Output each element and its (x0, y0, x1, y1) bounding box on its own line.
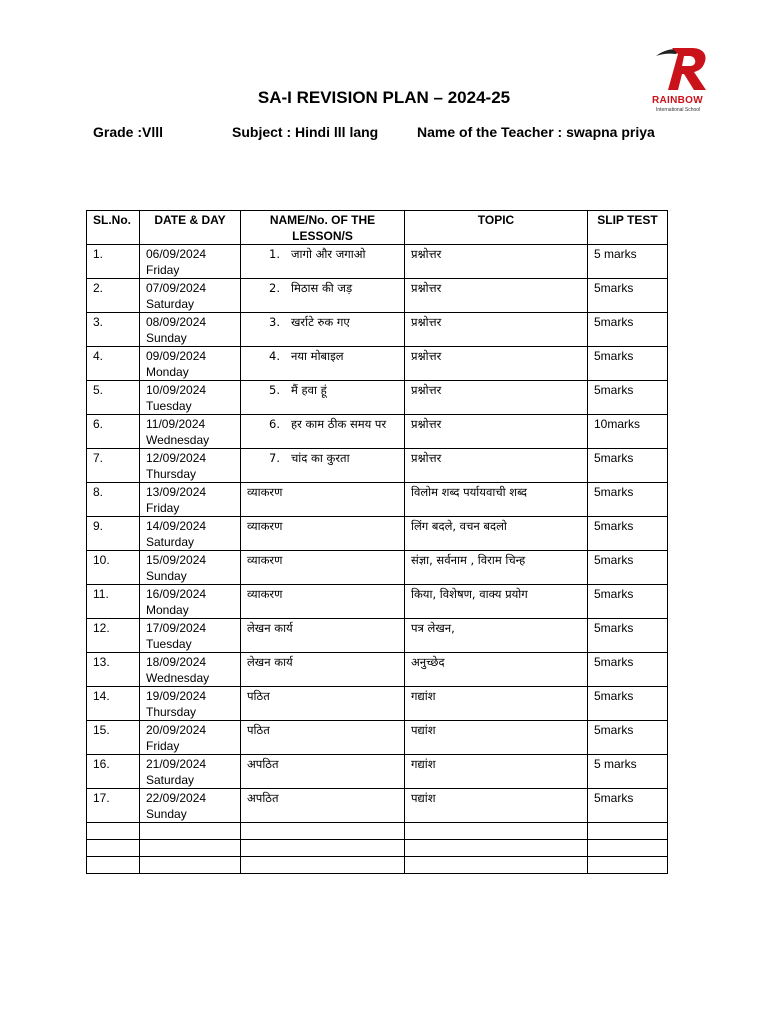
date-text: 19/09/2024 (146, 689, 207, 703)
date-day-cell (140, 551, 241, 585)
topic-cell: प्रश्नोत्तर (405, 245, 588, 279)
sl-no-cell: 15. (87, 721, 140, 755)
lesson-name: हर काम ठीक समय पर (291, 417, 387, 431)
lesson-cell (241, 381, 405, 415)
sl-no-cell: 2. (87, 279, 140, 313)
lesson-cell (241, 517, 405, 551)
day-text: Friday (146, 501, 180, 515)
lesson-cell (241, 279, 405, 313)
lesson-name: व्याकरण (247, 485, 283, 499)
date-text: 10/09/2024 (146, 383, 207, 397)
date-text: 13/09/2024 (146, 485, 207, 499)
empty-cell (241, 857, 405, 874)
slip-test-cell: 5marks (588, 449, 668, 483)
topic-cell: किया, विशेषण, वाक्य प्रयोग (405, 585, 588, 619)
empty-cell (405, 857, 588, 874)
sl-no-cell: 6. (87, 415, 140, 449)
lesson-name: खर्राटे रुक गए (291, 315, 350, 329)
slip-test-cell: 5marks (588, 313, 668, 347)
lesson-cell (241, 483, 405, 517)
lesson-name: नया मोबाइल (291, 349, 344, 363)
empty-cell (405, 840, 588, 857)
empty-cell (87, 857, 140, 874)
lesson-name: अपठित (247, 757, 279, 771)
sl-no-cell: 11. (87, 585, 140, 619)
day-text: Sunday (146, 569, 187, 583)
header-topic: TOPIC (405, 211, 588, 245)
sl-no-cell: 12. (87, 619, 140, 653)
date-text: 11/09/2024 (146, 417, 206, 431)
lesson-cell (241, 789, 405, 823)
grade-label: Grade :Vlll (93, 124, 164, 140)
empty-cell (588, 857, 668, 874)
slip-test-cell: 5marks (588, 789, 668, 823)
empty-cell (405, 823, 588, 840)
slip-test-cell: 5marks (588, 619, 668, 653)
date-text: 08/09/2024 (146, 315, 207, 329)
header-lesson: NAME/No. OF THE LESSON/S (241, 211, 405, 245)
table-row (87, 347, 668, 381)
empty-cell (140, 857, 241, 874)
slip-test-cell: 5marks (588, 347, 668, 381)
lesson-name: चांद का कुरता (291, 451, 350, 465)
date-day-cell (140, 347, 241, 381)
date-day-cell (140, 789, 241, 823)
table-row (87, 245, 668, 279)
slip-test-cell: 5marks (588, 551, 668, 585)
table-row (87, 653, 668, 687)
table-row (87, 585, 668, 619)
day-text: Sunday (146, 331, 187, 345)
lesson-cell (241, 687, 405, 721)
date-day-cell (140, 381, 241, 415)
topic-cell: पत्र लेखन, (405, 619, 588, 653)
topic-cell: प्रश्नोत्तर (405, 415, 588, 449)
table-row (87, 619, 668, 653)
topic-cell: प्रश्नोत्तर (405, 313, 588, 347)
lesson-number: 7. (269, 451, 280, 465)
date-day-cell (140, 721, 241, 755)
slip-test-cell: 5marks (588, 687, 668, 721)
slip-test-cell: 5marks (588, 721, 668, 755)
table-row (87, 687, 668, 721)
page-title: SA-I REVISION PLAN – 2024-25 (257, 88, 511, 107)
day-text: Friday (146, 263, 180, 277)
table-header-row (87, 211, 668, 245)
date-day-cell (140, 687, 241, 721)
topic-cell: प्रश्नोत्तर (405, 381, 588, 415)
lesson-name: व्याकरण (247, 553, 283, 567)
topic-cell: लिंग बदले, वचन बदलो (405, 517, 588, 551)
rainbow-r-logo-icon (654, 44, 710, 94)
lesson-number: 2. (269, 281, 280, 295)
date-text: 07/09/2024 (146, 281, 207, 295)
lesson-name: अपठित (247, 791, 279, 805)
empty-cell (87, 823, 140, 840)
table-row (87, 551, 668, 585)
lesson-number: 5. (269, 383, 280, 397)
day-text: Tuesday (146, 637, 192, 651)
topic-cell: संज्ञा, सर्वनाम , विराम चिन्ह (405, 551, 588, 585)
table-row (87, 517, 668, 551)
day-text: Thursday (146, 467, 197, 481)
sl-no-cell: 8. (87, 483, 140, 517)
date-day-cell (140, 415, 241, 449)
lesson-name: पठित (247, 723, 270, 737)
topic-cell: प्रश्नोत्तर (405, 347, 588, 381)
day-text: Tuesday (146, 399, 192, 413)
table-row (87, 789, 668, 823)
date-day-cell (140, 449, 241, 483)
topic-cell: पद्यांश (405, 789, 588, 823)
day-text: Wednesday (146, 433, 210, 447)
date-day-cell (140, 483, 241, 517)
empty-row (87, 857, 668, 874)
day-text: Saturday (146, 297, 195, 311)
date-day-cell (140, 245, 241, 279)
lesson-number: 3. (269, 315, 280, 329)
lesson-cell (241, 245, 405, 279)
lesson-name: मैं हवा हूं (291, 383, 327, 397)
header-sl-no: SL.No. (87, 211, 140, 245)
slip-test-cell: 5marks (588, 517, 668, 551)
table-row (87, 279, 668, 313)
date-text: 21/09/2024 (146, 757, 207, 771)
empty-row (87, 823, 668, 840)
empty-cell (140, 823, 241, 840)
date-day-cell (140, 313, 241, 347)
lesson-cell (241, 551, 405, 585)
empty-row (87, 840, 668, 857)
empty-cell (140, 840, 241, 857)
logo-name: RAINBOW (652, 95, 703, 106)
lesson-cell (241, 347, 405, 381)
day-text: Monday (146, 603, 189, 617)
lesson-cell (241, 619, 405, 653)
sl-no-cell: 5. (87, 381, 140, 415)
lesson-number: 6. (269, 417, 280, 431)
topic-cell: अनुच्छेद (405, 653, 588, 687)
table-row (87, 313, 668, 347)
date-text: 16/09/2024 (146, 587, 207, 601)
sl-no-cell: 4. (87, 347, 140, 381)
slip-test-cell: 5marks (588, 585, 668, 619)
date-text: 18/09/2024 (146, 655, 207, 669)
sl-no-cell: 13. (87, 653, 140, 687)
lesson-number: 4. (269, 349, 280, 363)
lesson-cell (241, 313, 405, 347)
table-body (87, 245, 668, 874)
header-slip-test: SLIP TEST (588, 211, 668, 245)
date-day-cell (140, 585, 241, 619)
lesson-cell (241, 449, 405, 483)
lesson-cell (241, 415, 405, 449)
lesson-name: जागो और जगाओ (291, 247, 366, 261)
day-text: Friday (146, 739, 180, 753)
lesson-cell (241, 721, 405, 755)
lesson-name: पठित (247, 689, 270, 703)
empty-cell (241, 823, 405, 840)
date-text: 09/09/2024 (146, 349, 207, 363)
slip-test-cell: 10marks (588, 415, 668, 449)
sl-no-cell: 1. (87, 245, 140, 279)
topic-cell: प्रश्नोत्तर (405, 449, 588, 483)
lesson-name: मिठास की जड़ (291, 281, 353, 295)
sl-no-cell: 16. (87, 755, 140, 789)
date-text: 15/09/2024 (146, 553, 207, 567)
date-day-cell (140, 517, 241, 551)
date-day-cell (140, 279, 241, 313)
sl-no-cell: 17. (87, 789, 140, 823)
table-row (87, 415, 668, 449)
teacher-label: Name of the Teacher : swapna priya (417, 124, 655, 140)
lesson-cell (241, 585, 405, 619)
empty-cell (241, 840, 405, 857)
date-text: 12/09/2024 (146, 451, 207, 465)
slip-test-cell: 5marks (588, 279, 668, 313)
slip-test-cell: 5marks (588, 483, 668, 517)
sl-no-cell: 14. (87, 687, 140, 721)
sl-no-cell: 9. (87, 517, 140, 551)
empty-cell (588, 840, 668, 857)
empty-cell (87, 840, 140, 857)
sl-no-cell: 7. (87, 449, 140, 483)
lesson-name: व्याकरण (247, 519, 283, 533)
date-day-cell (140, 619, 241, 653)
lesson-number: 1. (269, 247, 280, 261)
date-text: 06/09/2024 (146, 247, 207, 261)
sl-no-cell: 3. (87, 313, 140, 347)
lesson-name: लेखन कार्य (247, 655, 293, 669)
table-row (87, 483, 668, 517)
logo-subtitle: International School (656, 107, 701, 113)
day-text: Wednesday (146, 671, 210, 685)
topic-cell: विलोम शब्द पर्यायवाची शब्द (405, 483, 588, 517)
subject-label: Subject : Hindi lll lang (232, 124, 379, 140)
lesson-name: लेखन कार्य (247, 621, 293, 635)
topic-cell: गद्यांश (405, 755, 588, 789)
topic-cell: प्रश्नोत्तर (405, 279, 588, 313)
day-text: Sunday (146, 807, 187, 821)
date-text: 20/09/2024 (146, 723, 207, 737)
table-row (87, 449, 668, 483)
table-row (87, 721, 668, 755)
lesson-cell (241, 653, 405, 687)
slip-test-cell: 5marks (588, 381, 668, 415)
empty-cell (588, 823, 668, 840)
topic-cell: पद्यांश (405, 721, 588, 755)
sl-no-cell: 10. (87, 551, 140, 585)
table-row (87, 755, 668, 789)
lesson-name: व्याकरण (247, 587, 283, 601)
date-day-cell (140, 755, 241, 789)
slip-test-cell: 5 marks (588, 245, 668, 279)
topic-cell: गद्यांश (405, 687, 588, 721)
date-text: 17/09/2024 (146, 621, 207, 635)
day-text: Thursday (146, 705, 197, 719)
day-text: Saturday (146, 535, 195, 549)
day-text: Monday (146, 365, 189, 379)
date-text: 22/09/2024 (146, 791, 207, 805)
header-date-day: DATE & DAY (140, 211, 241, 245)
slip-test-cell: 5 marks (588, 755, 668, 789)
slip-test-cell: 5marks (588, 653, 668, 687)
revision-plan-table (86, 210, 668, 874)
date-day-cell (140, 653, 241, 687)
lesson-cell (241, 755, 405, 789)
date-text: 14/09/2024 (146, 519, 207, 533)
day-text: Saturday (146, 773, 195, 787)
table-row (87, 381, 668, 415)
